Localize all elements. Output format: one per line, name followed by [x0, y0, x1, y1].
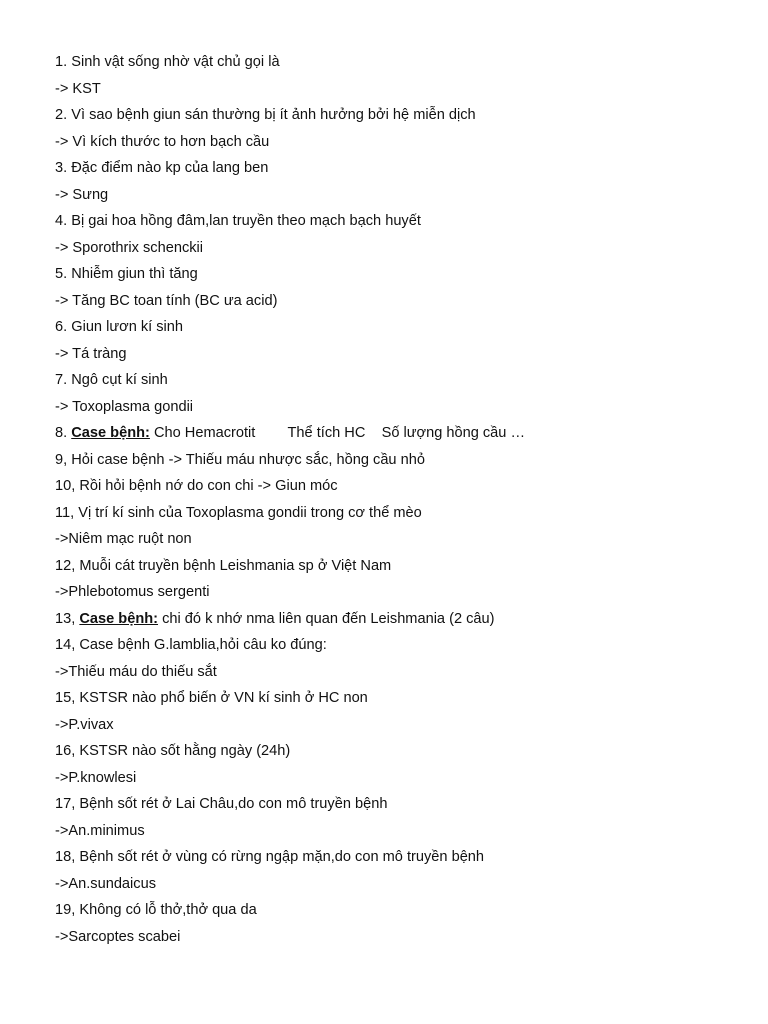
document-line: 3. Đặc điểm nào kp của lang ben	[55, 160, 269, 176]
document-line: -> Tăng BC toan tính (BC ưa acid)	[55, 292, 278, 309]
document-line: 4. Bị gai hoa hồng đâm,lan truyền theo mạch bạch huyết	[55, 213, 421, 229]
document-line: ->P.vivax	[55, 716, 114, 733]
case-label: Case bệnh:	[71, 425, 150, 441]
document-line: 9, Hỏi case bệnh -> Thiếu máu nhược sắc, hồng cầu nhỏ	[55, 451, 425, 468]
document-line: ->Thiếu máu do thiếu sắt	[55, 663, 217, 680]
document-line: 19, Không có lỗ thở,thở qua da	[55, 902, 257, 918]
line-text: chi đó k nhớ nma liên quan đến Leishmania (2 câu)	[158, 610, 495, 627]
document-line: ->An.sundaicus	[55, 875, 157, 892]
document-line	[55, 606, 735, 633]
document-line: -> Sporothrix schenckii	[55, 239, 204, 256]
line-prefix: 13,	[55, 610, 80, 627]
case-label: Case bệnh:	[79, 610, 159, 627]
document-line: 6. Giun lươn kí sinh	[55, 319, 184, 335]
document-line: 10, Rồi hỏi bệnh nớ do con chi -> Giun móc	[55, 478, 338, 494]
document-line: ->Sarcoptes scabei	[55, 928, 181, 945]
document-line: ->P.knowlesi	[55, 769, 137, 786]
document-line: 17, Bệnh sốt rét ở Lai Châu,do con mô truyền bệnh	[55, 796, 388, 812]
document-line: ->An.minimus	[55, 822, 145, 839]
document-line: 1. Sinh vật sống nhờ vật chủ gọi là	[55, 54, 280, 70]
document-line: 11, Vị trí kí sinh của Toxoplasma gondii trong cơ thể mèo	[55, 504, 422, 521]
document-line: -> KST	[55, 80, 101, 97]
line-prefix: 8.	[55, 425, 72, 441]
document-line: -> Toxoplasma gondii	[55, 398, 194, 415]
document-line: 12, Muỗi cát truyền bệnh Leishmania sp ở Việt Nam	[55, 557, 392, 574]
document-line	[55, 420, 735, 447]
document-line: ->Phlebotomus sergenti	[55, 584, 210, 600]
document-body	[55, 49, 735, 950]
document-line: 7. Ngô cụt kí sinh	[55, 372, 168, 388]
document-line: -> Vì kích thước to hơn bạch cầu	[55, 133, 270, 150]
document-line: 5. Nhiễm giun thì tăng	[55, 266, 198, 282]
line-text: Cho Hemacrotit Thể tích HC Số lượng hồng cầu …	[149, 425, 526, 441]
document-line: 16, KSTSR nào sốt hằng ngày (24h)	[55, 743, 291, 759]
document-line: 18, Bệnh sốt rét ở vùng có rừng ngập mặn,do con mô truyền bệnh	[55, 849, 485, 865]
document-line: -> Tá tràng	[55, 345, 127, 362]
document-line: 14, Case bệnh G.lamblia,hỏi câu ko đúng:	[55, 637, 327, 653]
document-line: -> Sưng	[55, 186, 109, 203]
document-line: 15, KSTSR nào phổ biến ở VN kí sinh ở HC non	[55, 690, 368, 706]
document-line: ->Niêm mạc ruột non	[55, 531, 192, 547]
document-line: 2. Vì sao bệnh giun sán thường bị ít ảnh hưởng bởi hệ miễn dịch	[55, 107, 476, 123]
